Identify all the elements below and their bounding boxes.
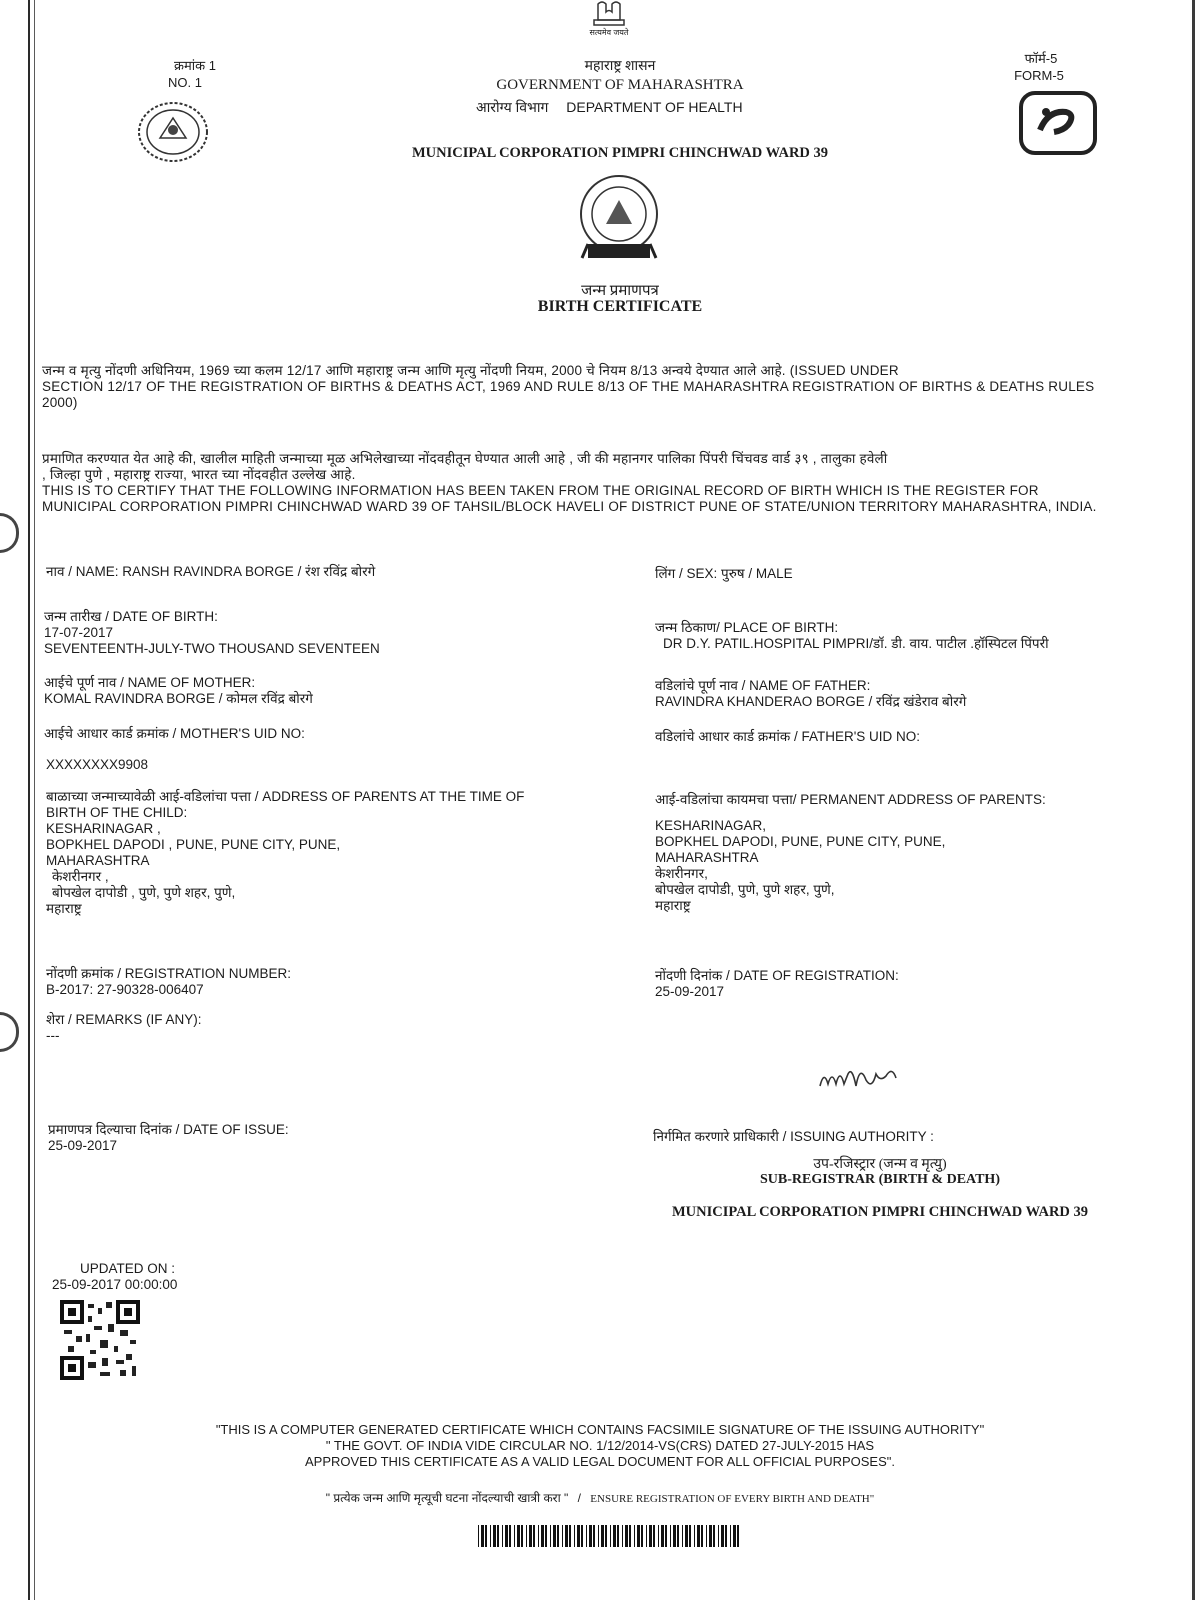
registration-date-field [655,968,1195,1000]
certificate-title-en: BIRTH CERTIFICATE [537,298,703,315]
mother-name-field [44,675,604,707]
authority-corporation: MUNICIPAL CORPORATION PIMPRI CHINCHWAD WARD 39 [671,1204,1089,1220]
permanent-address-label: आई-वडिलांचा कायमचा पत्ता/ PERMANENT ADDRESS OF PARENTS: [655,792,1046,807]
slogan-line [200,1489,1000,1506]
pob-label: जन्म ठिकाण/ PLACE OF BIRTH: [655,620,839,635]
mother-value: KOMAL RAVINDRA BORGE / कोमल रविंद्र बोरगे [44,691,313,706]
signature [816,1056,906,1101]
remarks-field [46,1012,606,1044]
permanent-address-line: KESHARINAGAR, [655,818,767,833]
department-en: DEPARTMENT OF HEALTH [566,99,743,115]
place-of-birth-field [655,620,1195,652]
address-at-birth-field [46,789,626,917]
form-number-en: FORM-5 [1014,68,1064,83]
govt-name-en: GOVERNMENT OF MAHARASHTRA [496,77,744,93]
permanent-address-line: महाराष्ट्र [655,898,691,913]
updated-on-value: 25-09-2017 00:00:00 [52,1277,178,1292]
date-of-issue-value: 25-09-2017 [48,1138,118,1153]
address-at-birth-label-1: बाळाच्या जन्माच्यावेळी आई-वडिलांचा पत्ता / ADDRESS OF PARENTS AT THE TIME OF [46,789,525,804]
remarks-value: --- [46,1028,60,1043]
sex-label: लिंग / SEX: [655,566,718,581]
pob-value: DR D.Y. PATIL.HOSPITAL PIMPRI/डॉ. डी. वाय. पाटील .हॉस्पिटल पिंपरी [663,636,1049,651]
corporation-logo-icon [566,172,672,269]
address-at-birth-line: BOPKHEL DAPODI , PUNE, PUNE CITY, PUNE, [46,837,341,852]
issued-under-line-2: SECTION 12/17 OF THE REGISTRATION OF BIRTHS & DEATHS ACT, 1969 AND RULE 8/13 OF THE MAHARASHTRA REGISTRATION OF BIRTHS & DEATHS RULES [42,379,1095,394]
address-at-birth-line: KESHARINAGAR , [46,821,161,836]
left-number-mr: क्रमांक 1 [174,58,216,73]
slogan-mr: " प्रत्येक जन्म आणि मृत्यूची घटना नोंदल्याची खात्री करा " [325,1491,569,1505]
department-mr: आरोग्य विभाग [476,99,549,115]
registration-date-value: 25-09-2017 [655,984,725,999]
slogan-en: ENSURE REGISTRATION OF EVERY BIRTH AND DEATH" [590,1493,875,1505]
permanent-address-field [655,792,1195,914]
father-value: RAVINDRA KHANDERAO BORGE / रविंद्र खंडेराव बोरगे [655,694,967,709]
form-number-mr: फॉर्म-5 [1024,51,1058,66]
qr-code [60,1300,140,1380]
page-edge-line [28,0,30,1600]
permanent-address-line: बोपखेल दापोडी, पुणे, पुणे शहर, पुणे, [655,882,835,897]
footer-line-2: " THE GOVT. OF INDIA VIDE CIRCULAR NO. 1/12/2014-VS(CRS) DATED 27-JULY-2015 HAS [325,1438,875,1453]
dob-in-words: SEVENTEENTH-JULY-TWO THOUSAND SEVENTEEN [44,641,380,656]
permanent-address-line: MAHARASHTRA [655,850,759,865]
father-uid-label: वडिलांचे आधार कार्ड क्रमांक / FATHER'S UID NO: [655,729,921,744]
address-at-birth-line: केशरीनगर , [52,869,109,884]
mother-uid-label: आईचे आधार कार्ड क्रमांक / MOTHER'S UID NO: [44,726,305,741]
barcode [478,1525,743,1547]
issued-under-line-3: 2000) [42,395,78,410]
page-edge-line-inner [34,0,35,1600]
certify-text [42,451,1192,515]
issuing-authority-label: निर्गमित करणारे प्राधिकारी / ISSUING AUTHORITY : [653,1129,934,1144]
department-line [476,98,896,117]
dob-value: 17-07-2017 [44,625,114,640]
father-name-field [655,678,1195,710]
footer-line-1: "THIS IS A COMPUTER GENERATED CERTIFICATE WHICH CONTAINS FACSIMILE SIGNATURE OF THE ISSUING AUTHORITY" [215,1422,985,1437]
govt-name-mr: महाराष्ट्र शासन [584,59,656,74]
issued-under-text [42,363,1192,411]
authority-title-mr: उप-रजिस्ट्रार (जन्म व मृत्यु) [813,1157,947,1172]
certify-mr-line-1: प्रमाणित करण्यात येत आहे की, खालील माहिती जन्माच्या मूळ अभिलेखाच्या नोंदवहीतून घेण्यात आली आहे , जी की महानगर पालिका पिंपरी चिंचवड वार्ड ३९ , तालुका हवेली [42,451,888,466]
date-of-issue-field [48,1122,608,1154]
remarks-label: शेरा / REMARKS (IF ANY): [46,1012,202,1027]
mother-uid-value: XXXXXXXX9908 [46,757,149,772]
sex-field [655,564,1055,582]
sex-value: पुरुष / MALE [721,566,793,581]
corporation-name: MUNICIPAL CORPORATION PIMPRI CHINCHWAD WARD 39 [411,145,829,161]
issued-under-line-1: जन्म व मृत्यु नोंदणी अधिनियम, 1969 च्या कलम 12/17 आणि महाराष्ट्र जन्म आणि मृत्यु नोंदणी नियम, 2000 चे नियम 8/13 अन्वये देण्यात आले आहे. (ISSUED UNDER [42,363,899,378]
name-value: RANSH RAVINDRA BORGE / रंश रविंद्र बोरगे [122,564,376,579]
certificate-title-mr: जन्म प्रमाणपत्र [581,283,659,299]
punch-hole [0,1012,19,1052]
maharashtra-seal-icon [136,100,210,169]
certify-en-line-1: THIS IS TO CERTIFY THAT THE FOLLOWING INFORMATION HAS BEEN TAKEN FROM THE ORIGINAL RECORD OF BIRTH WHICH IS THE REGISTER FOR [42,483,1039,498]
date-of-issue-label: प्रमाणपत्र दिल्याचा दिनांक / DATE OF ISSUE: [48,1122,289,1137]
national-emblem [584,0,634,38]
permanent-address-line: केशरीनगर, [655,866,708,881]
authority-title-en: SUB-REGISTRAR (BIRTH & DEATH) [759,1172,1000,1187]
address-at-birth-line: महाराष्ट्र [46,901,82,916]
certify-mr-line-2: , जिल्हा पुणे , महाराष्ट्र राज्या, भारत च्या नोंदवहीत उल्लेख आहे. [42,467,356,482]
updated-on-field [52,1261,352,1293]
certify-en-line-2: MUNICIPAL CORPORATION PIMPRI CHINCHWAD WARD 39 OF TAHSIL/BLOCK HAVELI OF DISTRICT PUNE OF STATE/UNION TERRITORY MAHARASHTRA, INDIA. [42,499,1097,514]
registration-number-value: B-2017: 27-90328-006407 [46,982,204,997]
emblem-motto: सत्यमेव जयते [589,28,629,37]
registration-number-field [46,966,606,998]
permanent-address-line: BOPKHEL DAPODI, PUNE, PUNE CITY, PUNE, [655,834,946,849]
slogan-separator: / [577,1491,581,1505]
address-at-birth-line: MAHARASHTRA [46,853,150,868]
punch-hole [0,513,19,553]
address-at-birth-label-2: BIRTH OF THE CHILD: [46,805,188,820]
updated-on-label: UPDATED ON : [80,1261,176,1276]
civil-registration-logo-icon [1018,90,1098,161]
footer-line-3: APPROVED THIS CERTIFICATE AS A VALID LEGAL DOCUMENT FOR ALL OFFICIAL PURPOSES". [304,1454,895,1469]
name-field [46,562,606,580]
left-number-en: NO. 1 [168,75,202,90]
father-label: वडिलांचे पूर्ण नाव / NAME OF FATHER: [655,678,871,693]
dob-label: जन्म तारीख / DATE OF BIRTH: [44,609,218,624]
footer-notice [160,1422,1040,1470]
mother-label: आईचे पूर्ण नाव / NAME OF MOTHER: [44,675,256,690]
date-of-birth-field [44,609,604,657]
name-label: नाव / NAME: [46,564,119,579]
registration-date-label: नोंदणी दिनांक / DATE OF REGISTRATION: [655,968,899,983]
address-at-birth-line: बोपखेल दापोडी , पुणे, पुणे शहर, पुणे, [52,885,236,900]
registration-number-label: नोंदणी क्रमांक / REGISTRATION NUMBER: [46,966,291,981]
